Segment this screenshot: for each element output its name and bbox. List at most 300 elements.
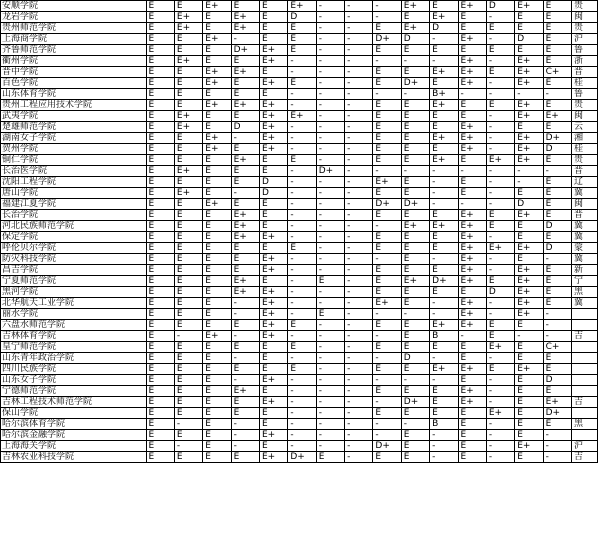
grade-cell: E: [146, 287, 174, 298]
grade-cell: E: [458, 188, 486, 199]
grade-cell: -: [174, 441, 202, 452]
grade-cell: E: [259, 276, 287, 287]
grade-cell: E: [401, 188, 429, 199]
grade-cell: E: [146, 254, 174, 265]
grade-cell: -: [316, 441, 344, 452]
grade-cell: E: [430, 386, 458, 397]
school-name-cell: 贵州师范学院: [1, 23, 147, 34]
grade-cell: E: [543, 177, 571, 188]
grade-cell: E: [146, 397, 174, 408]
grade-cell: -: [316, 265, 344, 276]
grade-cell: E+: [203, 133, 231, 144]
grade-cell: E+: [203, 67, 231, 78]
school-name-cell: 四川民族学院: [1, 364, 147, 375]
grade-cell: E+: [259, 265, 287, 276]
grade-cell: E+: [458, 309, 486, 320]
province-cell: 冀: [571, 298, 597, 309]
grade-cell: -: [316, 199, 344, 210]
grade-cell: -: [231, 375, 259, 386]
grade-cell: -: [288, 331, 316, 342]
grade-cell: E: [146, 100, 174, 111]
grade-cell: -: [486, 177, 514, 188]
grade-cell: E: [146, 331, 174, 342]
grade-cell: E: [146, 276, 174, 287]
province-cell: [571, 353, 597, 364]
grade-cell: E: [146, 309, 174, 320]
school-name-cell: 晋中学院: [1, 67, 147, 78]
grade-cell: E: [401, 144, 429, 155]
grade-cell: -: [288, 287, 316, 298]
grade-cell: -: [316, 12, 344, 23]
grade-cell: E: [174, 210, 202, 221]
table-row: [1, 430, 598, 441]
grade-cell: -: [345, 188, 373, 199]
grade-cell: -: [345, 221, 373, 232]
province-cell: 桂: [571, 78, 597, 89]
school-name-cell: 吉林工程技术师范学院: [1, 397, 147, 408]
grade-cell: E+: [288, 111, 316, 122]
grade-cell: -: [231, 331, 259, 342]
grade-cell: E: [203, 23, 231, 34]
grade-cell: E+: [458, 320, 486, 331]
grade-cell: -: [486, 265, 514, 276]
province-cell: 沪: [571, 34, 597, 45]
grade-cell: -: [373, 309, 401, 320]
grade-cell: -: [231, 353, 259, 364]
province-cell: 冀: [571, 232, 597, 243]
grade-cell: E+: [174, 188, 202, 199]
grade-cell: -: [316, 331, 344, 342]
grade-cell: E: [203, 397, 231, 408]
grade-cell: E+: [430, 155, 458, 166]
grade-cell: D: [231, 122, 259, 133]
province-cell: 闽: [571, 111, 597, 122]
grade-cell: -: [373, 89, 401, 100]
grade-cell: E: [401, 342, 429, 353]
grade-cell: -: [174, 419, 202, 430]
grade-cell: E: [231, 166, 259, 177]
grade-cell: E: [373, 364, 401, 375]
grade-cell: -: [373, 12, 401, 23]
grade-cell: E: [203, 342, 231, 353]
grade-cell: E: [203, 12, 231, 23]
grade-cell: E: [458, 430, 486, 441]
grade-cell: -: [345, 364, 373, 375]
grade-cell: -: [345, 331, 373, 342]
grade-cell: E: [146, 199, 174, 210]
grade-cell: E: [373, 45, 401, 56]
school-name-cell: 山东青年政治学院: [1, 353, 147, 364]
grade-cell: E: [543, 78, 571, 89]
grade-cell: -: [486, 397, 514, 408]
grade-cell: E: [458, 45, 486, 56]
province-cell: [571, 309, 597, 320]
grade-cell: E: [231, 397, 259, 408]
table-row: [1, 353, 598, 364]
grade-cell: E: [259, 1, 287, 12]
grade-cell: -: [288, 430, 316, 441]
grade-cell: E+: [515, 298, 543, 309]
grade-cell: -: [288, 144, 316, 155]
grade-cell: E: [373, 100, 401, 111]
grade-cell: -: [430, 375, 458, 386]
grade-cell: E: [515, 254, 543, 265]
grade-cell: E: [401, 210, 429, 221]
grade-cell: C+: [543, 67, 571, 78]
province-cell: 吉: [571, 452, 597, 463]
grade-cell: D+: [316, 166, 344, 177]
grade-cell: -: [316, 133, 344, 144]
grade-cell: E+: [543, 111, 571, 122]
grade-cell: -: [543, 452, 571, 463]
grade-cell: E+: [288, 1, 316, 12]
grade-cell: E: [458, 155, 486, 166]
grade-cell: E: [146, 155, 174, 166]
grade-cell: -: [316, 56, 344, 67]
grade-cell: E: [231, 364, 259, 375]
grade-cell: E+: [515, 56, 543, 67]
grade-cell: E: [174, 177, 202, 188]
grade-cell: E: [430, 122, 458, 133]
grade-cell: E+: [515, 243, 543, 254]
table-row: [1, 287, 598, 298]
table-row: [1, 122, 598, 133]
grade-cell: E: [259, 155, 287, 166]
grade-cell: E: [231, 320, 259, 331]
grade-cell: E: [231, 243, 259, 254]
grade-cell: E+: [203, 144, 231, 155]
grade-cell: -: [486, 78, 514, 89]
grade-cell: E: [373, 122, 401, 133]
grade-cell: E: [174, 408, 202, 419]
grade-cell: E+: [259, 298, 287, 309]
school-name-cell: 福建江夏学院: [1, 199, 147, 210]
grade-cell: E: [146, 133, 174, 144]
grade-cell: -: [515, 331, 543, 342]
grade-cell: E: [373, 320, 401, 331]
grade-cell: -: [288, 353, 316, 364]
grade-cell: -: [373, 166, 401, 177]
grade-cell: -: [316, 45, 344, 56]
grade-cell: -: [231, 188, 259, 199]
grade-cell: -: [486, 89, 514, 100]
table-row: [1, 320, 598, 331]
grade-cell: -: [345, 45, 373, 56]
grade-cell: -: [486, 166, 514, 177]
grade-cell: E: [259, 419, 287, 430]
grade-cell: B: [430, 331, 458, 342]
grade-cell: E: [146, 23, 174, 34]
grade-cell: E: [458, 177, 486, 188]
grade-cell: E: [231, 78, 259, 89]
grade-cell: E: [203, 177, 231, 188]
table-row: [1, 386, 598, 397]
grade-cell: -: [345, 56, 373, 67]
grade-cell: E: [259, 408, 287, 419]
grade-cell: E+: [259, 430, 287, 441]
grade-cell: E: [146, 386, 174, 397]
grade-cell: -: [316, 1, 344, 12]
table-row: [1, 254, 598, 265]
grade-cell: E: [288, 23, 316, 34]
grade-cell: E: [543, 386, 571, 397]
grade-cell: -: [430, 166, 458, 177]
grade-cell: -: [515, 166, 543, 177]
grade-cell: E: [515, 122, 543, 133]
grade-cell: -: [486, 419, 514, 430]
grade-cell: E+: [231, 287, 259, 298]
grade-cell: -: [543, 309, 571, 320]
grade-cell: -: [345, 419, 373, 430]
grade-cell: E: [174, 375, 202, 386]
grade-cell: -: [458, 199, 486, 210]
grade-cell: -: [430, 309, 458, 320]
grade-cell: E: [373, 67, 401, 78]
province-cell: 浙: [571, 56, 597, 67]
grade-cell: E: [174, 364, 202, 375]
grade-cell: E: [231, 144, 259, 155]
grade-cell: -: [316, 397, 344, 408]
grade-cell: E: [259, 386, 287, 397]
grade-cell: E: [231, 342, 259, 353]
grade-cell: E+: [458, 133, 486, 144]
grade-cell: -: [345, 210, 373, 221]
grade-cell: E: [259, 243, 287, 254]
grade-cell: -: [430, 188, 458, 199]
school-name-cell: 河北民族师范学院: [1, 221, 147, 232]
grade-cell: E+: [543, 397, 571, 408]
grade-cell: -: [316, 122, 344, 133]
grade-cell: E: [203, 408, 231, 419]
grade-cell: E: [373, 23, 401, 34]
grade-cell: D+: [543, 133, 571, 144]
school-name-cell: 齐鲁师范学院: [1, 45, 147, 56]
grade-cell: D: [515, 199, 543, 210]
grade-cell: -: [316, 298, 344, 309]
grade-cell: E: [430, 111, 458, 122]
grade-cell: E: [430, 342, 458, 353]
grade-cell: E: [231, 265, 259, 276]
grade-cell: E: [231, 1, 259, 12]
grade-cell: E+: [515, 441, 543, 452]
grade-cell: E+: [430, 100, 458, 111]
grade-cell: D: [543, 375, 571, 386]
grade-cell: E: [174, 342, 202, 353]
grade-cell: -: [288, 265, 316, 276]
grade-cell: E: [373, 287, 401, 298]
grade-cell: E+: [259, 375, 287, 386]
grade-cell: E: [203, 111, 231, 122]
grade-cell: E: [458, 23, 486, 34]
grade-cell: -: [316, 89, 344, 100]
grade-cell: D: [486, 287, 514, 298]
grade-cell: -: [373, 56, 401, 67]
grade-cell: E+: [430, 133, 458, 144]
grade-cell: -: [345, 430, 373, 441]
grade-cell: E: [430, 144, 458, 155]
grade-cell: E: [146, 452, 174, 463]
grade-cell: E: [515, 188, 543, 199]
grade-cell: E+: [373, 177, 401, 188]
school-name-cell: 呼伦贝尔学院: [1, 243, 147, 254]
grade-cell: E: [203, 320, 231, 331]
grade-cell: E+: [430, 12, 458, 23]
grade-cell: E+: [259, 56, 287, 67]
province-cell: 湘: [571, 133, 597, 144]
school-name-cell: 昌吉学院: [1, 265, 147, 276]
grade-cell: E+: [203, 331, 231, 342]
grade-cell: E: [231, 452, 259, 463]
province-cell: 冀: [571, 188, 597, 199]
grade-cell: E+: [259, 331, 287, 342]
grade-cell: E+: [515, 276, 543, 287]
grade-cell: E: [203, 375, 231, 386]
grade-cell: E: [203, 188, 231, 199]
grade-cell: -: [401, 375, 429, 386]
province-cell: 冀: [571, 254, 597, 265]
grade-cell: -: [316, 364, 344, 375]
table-row: [1, 265, 598, 276]
grade-cell: E: [515, 375, 543, 386]
grade-cell: E: [174, 45, 202, 56]
table-row: [1, 177, 598, 188]
grade-cell: -: [316, 78, 344, 89]
grade-cell: -: [345, 386, 373, 397]
grade-cell: -: [430, 34, 458, 45]
grade-cell: -: [288, 188, 316, 199]
grade-cell: -: [316, 408, 344, 419]
grade-cell: -: [458, 89, 486, 100]
grade-cell: -: [486, 144, 514, 155]
grade-cell: D: [288, 12, 316, 23]
grade-cell: E: [259, 23, 287, 34]
grade-cell: -: [316, 353, 344, 364]
grade-cell: E: [174, 452, 202, 463]
grade-cell: -: [486, 12, 514, 23]
province-cell: 贵: [571, 23, 597, 34]
table-row: [1, 34, 598, 45]
province-cell: 黑: [571, 287, 597, 298]
grade-cell: E: [458, 419, 486, 430]
grade-cell: E: [515, 12, 543, 23]
province-cell: 贵: [571, 1, 597, 12]
grade-cell: E: [174, 232, 202, 243]
grade-cell: -: [486, 254, 514, 265]
grade-cell: E+: [515, 309, 543, 320]
grade-cell: E+: [174, 111, 202, 122]
grade-cell: E: [543, 155, 571, 166]
grade-cell: E: [401, 45, 429, 56]
grade-cell: E+: [458, 254, 486, 265]
grade-cell: E: [458, 375, 486, 386]
grade-cell: E: [543, 12, 571, 23]
grade-cell: E+: [231, 386, 259, 397]
grade-cell: E+: [430, 67, 458, 78]
grade-cell: E: [174, 67, 202, 78]
grade-cell: E: [203, 45, 231, 56]
grade-cell: E: [401, 177, 429, 188]
grade-cell: E: [373, 386, 401, 397]
grade-cell: -: [543, 166, 571, 177]
grade-cell: -: [288, 441, 316, 452]
grade-cell: E+: [259, 144, 287, 155]
grade-cell: -: [316, 23, 344, 34]
grade-cell: E+: [401, 276, 429, 287]
grade-cell: E: [401, 298, 429, 309]
grade-cell: E: [203, 265, 231, 276]
grade-cell: D+: [430, 276, 458, 287]
grade-cell: E: [203, 441, 231, 452]
grade-cell: E+: [259, 78, 287, 89]
grade-cell: D+: [373, 34, 401, 45]
grade-cell: E: [146, 320, 174, 331]
school-name-cell: 哈尔滨体育学院: [1, 419, 147, 430]
grade-cell: E: [146, 122, 174, 133]
grade-cell: E: [458, 452, 486, 463]
grade-cell: E+: [458, 34, 486, 45]
grade-cell: -: [373, 1, 401, 12]
grade-cell: D: [430, 23, 458, 34]
school-name-cell: 上海商学院: [1, 34, 147, 45]
grade-cell: -: [288, 56, 316, 67]
grade-cell: E: [174, 34, 202, 45]
grade-cell: E+: [231, 23, 259, 34]
grade-cell: E: [401, 408, 429, 419]
grade-cell: E: [146, 144, 174, 155]
grade-cell: E: [515, 23, 543, 34]
grade-cell: E: [430, 408, 458, 419]
grade-cell: E: [486, 23, 514, 34]
grade-cell: E+: [515, 100, 543, 111]
grade-cell: E: [515, 452, 543, 463]
grade-cell: E: [543, 265, 571, 276]
grade-cell: E: [401, 155, 429, 166]
grade-cell: E: [515, 221, 543, 232]
grade-cell: -: [345, 34, 373, 45]
grade-cell: E+: [203, 78, 231, 89]
school-name-cell: 铜仁学院: [1, 155, 147, 166]
school-name-cell: 宁夏师范学院: [1, 276, 147, 287]
grade-cell: -: [288, 67, 316, 78]
table-row: [1, 155, 598, 166]
grade-cell: E: [373, 232, 401, 243]
grade-cell: -: [345, 452, 373, 463]
grade-cell: D+: [401, 199, 429, 210]
grade-cell: D+: [373, 199, 401, 210]
grade-cell: E: [174, 430, 202, 441]
grade-cell: -: [345, 12, 373, 23]
grade-cell: E+: [515, 287, 543, 298]
grade-cell: E: [288, 320, 316, 331]
grade-cell: E: [486, 210, 514, 221]
school-name-cell: 贵州工程应用技术学院: [1, 100, 147, 111]
province-cell: 鲁: [571, 89, 597, 100]
grade-cell: E: [288, 34, 316, 45]
grade-cell: E+: [458, 364, 486, 375]
grade-cell: -: [458, 331, 486, 342]
table-row: [1, 144, 598, 155]
grade-cell: E+: [231, 67, 259, 78]
grade-cell: E+: [203, 199, 231, 210]
grade-cell: E: [543, 210, 571, 221]
grade-cell: E: [515, 408, 543, 419]
grade-cell: E: [401, 287, 429, 298]
grade-cell: E: [543, 353, 571, 364]
grade-cell: -: [316, 243, 344, 254]
grade-cell: -: [345, 298, 373, 309]
grade-cell: E: [146, 364, 174, 375]
grade-cell: E+: [430, 364, 458, 375]
